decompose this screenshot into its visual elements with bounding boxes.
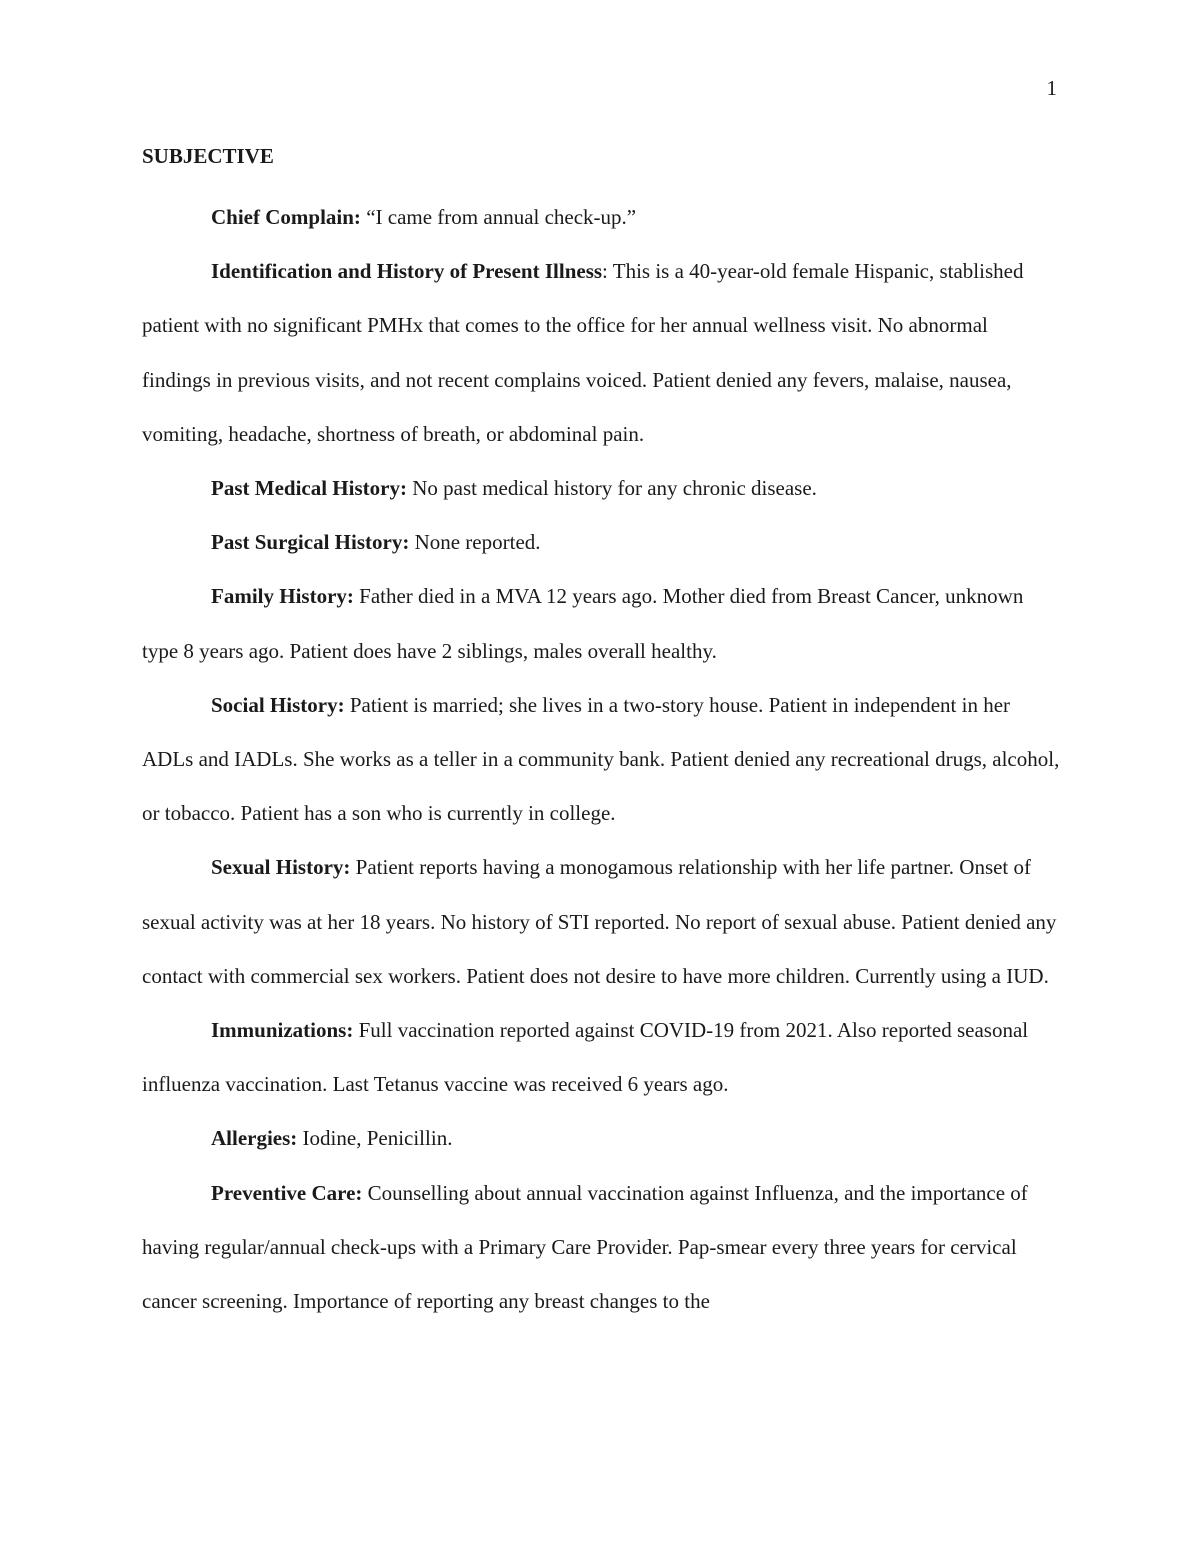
paragraph-label: Past Surgical History:: [211, 530, 410, 555]
paragraph-label: Past Medical History:: [211, 476, 407, 501]
paragraph-text: No past medical history for any chronic disease.: [406, 476, 817, 501]
page-number: 1: [1046, 76, 1057, 100]
paragraph-text: None reported.: [409, 530, 541, 555]
paragraph-history-present-illness: [142, 244, 1060, 461]
paragraph-text: Patient reports having a monogamous relationship with her life partner. Onset of sexual activity was at her 18 years. No history of STI reported. No report of sexual abuse. Patient denied any contact with commercial sex workers. Patient does not desire to have more children. Currently using a IUD.: [142, 855, 1057, 988]
paragraph-label: Sexual History:: [211, 855, 351, 880]
paragraph-text: Counselling about annual vaccination against Influenza, and the importance of having regular/annual check-ups with a Primary Care Provider. Pap-smear every three years for cervical cancer screening. Importance of reporting any breast changes to the: [142, 1180, 1028, 1314]
paragraph-label: Chief Complain:: [211, 205, 361, 229]
paragraph-past-medical-history: [142, 461, 1060, 515]
paragraph-social-history: [142, 678, 1060, 841]
paragraph-text: : This is a 40-year-old female Hispanic, stablished patient with no significant PMHx that comes to the office for her annual wellness visit. No abnormal findings in previous visits, and not recent complains voiced. Patient denied any fevers, malaise, nausea, vomiting, headache, shortness of breath, or abdominal pain.: [142, 259, 1024, 446]
paragraph-text: Patient is married; she lives in a two-story house. Patient in independent in her ADLs and IADLs. She works as a teller in a community bank. Patient denied any recreational drugs, alcohol, or tobacco. Patient has a son who is currently in college.: [142, 692, 1060, 826]
paragraph-immunizations: [142, 1003, 1060, 1111]
paragraph-label: Identification and History of Present Illness: [211, 259, 603, 284]
paragraph-label: Social History:: [211, 692, 345, 717]
paragraph-label: Preventive Care:: [211, 1180, 363, 1205]
paragraph-text: Full vaccination reported against COVID-19 from 2021. Also reported seasonal influenza vaccination. Last Tetanus vaccine was received 6 years ago.: [142, 1018, 1029, 1097]
section-title: SUBJECTIVE: [142, 144, 274, 168]
paragraph-family-history: [142, 569, 1060, 677]
paragraph-label: Family History:: [211, 584, 354, 609]
paragraph-allergies: [142, 1111, 1060, 1165]
paragraph-label: Immunizations:: [211, 1018, 354, 1043]
paragraph-text: Father died in a MVA 12 years ago. Mother died from Breast Cancer, unknown type 8 years ago. Patient does have 2 siblings, males overall healthy.: [142, 584, 1024, 663]
paragraph-text: “I came from annual check-up.”: [360, 205, 637, 229]
paragraph-sexual-history: [142, 840, 1060, 1003]
paragraph-past-surgical-history: [142, 515, 1060, 569]
paragraph-chief-complaint: [142, 190, 1060, 244]
paragraph-text: Iodine, Penicillin.: [297, 1126, 453, 1151]
paragraph-preventive-care: [142, 1166, 1060, 1329]
paragraph-label: Allergies:: [211, 1126, 298, 1151]
document-body: [142, 141, 1060, 1328]
